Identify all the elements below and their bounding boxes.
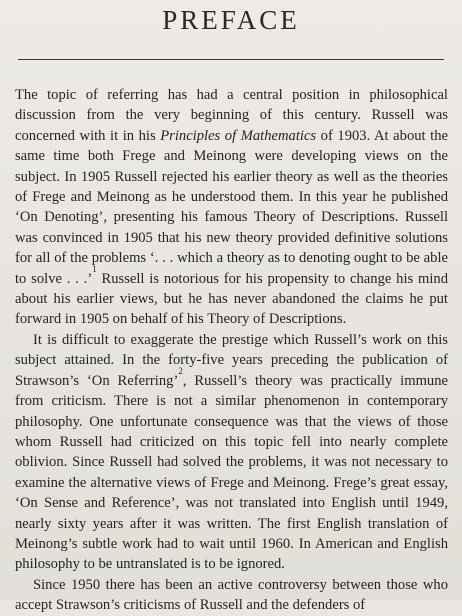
body-text	[15, 85, 448, 616]
paragraph-2-text-a: It is difficult to exaggerate the prestige which Russell’s work on this subject attained. In the forty-five years preceding the publication of Strawson’s ‘On Referring’	[15, 331, 448, 389]
paragraph-1-text-a: The topic of referring has had a central position in philosophical discussion from the very beginning of this century. Russell was concerned with it in his	[15, 87, 448, 144]
page-title: PREFACE	[162, 5, 300, 35]
title-rule	[18, 59, 444, 60]
book-title-principles: Principles of Mathematics	[160, 127, 317, 144]
paragraph-2-text-b: , Russell’s theory was practically immune from criticism. There is not a similar phenomenon in contemporary philosophy. One unfortunate consequence was that the views of those whom Russell had criticized on this topic fell into nearly complete oblivion. Since Russell had solved the problems, it was not necessary to examine the alternative views of Frege and Meinong. Frege’s great essay, ‘On Sense and Reference’, was not translated into English until 1949, nearly sixty years after it was written. The first English translation of Meinong’s subtle work had to wait until 1960. In American and English philosophy to be untranslated is to be ignored.	[15, 372, 448, 573]
paragraph-2	[15, 330, 448, 575]
paragraph-1	[15, 85, 448, 330]
paragraph-3-text-a: Since 1950 there has been an active controversy between those who accept Strawson’s criticisms of Russell and the defenders of	[15, 576, 448, 614]
paragraph-3	[15, 575, 448, 616]
paragraph-1-text-c: Russell is notorious for his propensity to change his mind about his earlier views, but he has never abandoned the claims he put forward in 1905 on behalf of his Theory of Descriptions.	[15, 270, 448, 328]
paragraph-1-text-b: of 1903. At about the same time both Frege and Meinong were developing views on the subject. In 1905 Russell rejected his earlier theory as well as the theories of Frege and Meinong as he understood them. In this year he published ‘On Denoting’, presenting his famous Theory of Descriptions. Russell was convinced in 1905 that his new theory provided definitive solutions for all of the problems ‘. . . which a theory as to denoting ought to be able to solve . . .’	[15, 127, 448, 287]
footnote-marker-2: 2	[178, 365, 183, 376]
footnote-marker-1: 1	[92, 263, 97, 274]
